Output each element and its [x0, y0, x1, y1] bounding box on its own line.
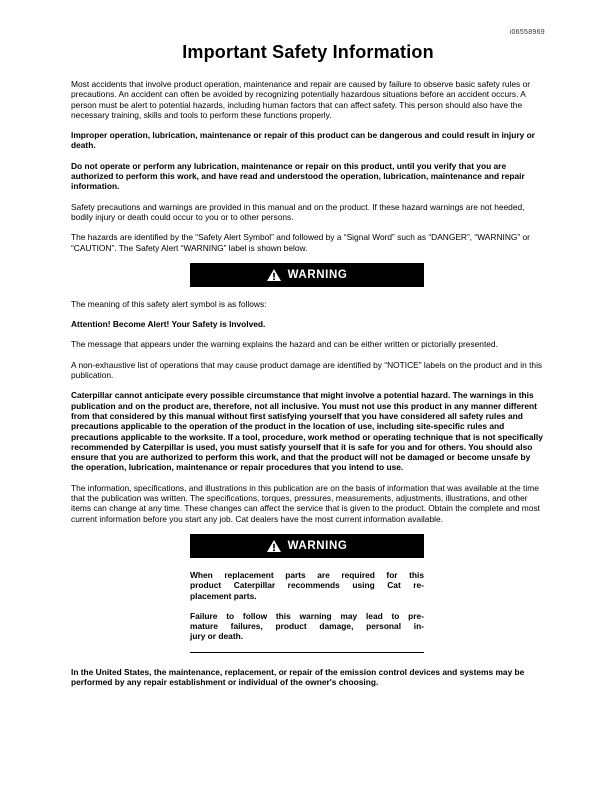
paragraph-information-specs: The information, specifications, and illustrations in this publication are on the basis of information that was available at the time that the publication was written. The specifications, torques, pressures, measurements, adjustments, illustrations, and other items can change at any time. These changes can affect the service that is given to the product. Obtain the complete and most current information before you start any job. Cat dealers have the most current information available.: [71, 482, 540, 524]
warning-label-text: WARNING: [287, 268, 348, 281]
warning-note-line: mature failures, product damage, personal in-: [190, 621, 424, 632]
warning-note-line: jury or death.: [190, 631, 244, 642]
warning-note-paragraph: [190, 611, 424, 642]
warning-label-box: [190, 534, 424, 558]
warning-note-line: When replacement parts are required for this: [190, 569, 424, 580]
paragraph-safety-precautions: Safety precautions and warnings are provided in this manual and on the product. If these hazard warnings are not heeded, bodily injury or death could occur to you or to other persons.: [71, 201, 525, 222]
paragraph-united-states: In the United States, the maintenance, replacement, or repair of the emission control devices and systems may be performed by any repair establishment or individual of the owner's choosing.: [71, 666, 525, 687]
warning-note: [190, 570, 424, 642]
safety-alert-icon: [267, 269, 281, 281]
paragraph-message: The message that appears under the warning explains the hazard and can be either written or pictorially presented.: [71, 339, 498, 350]
warning-note-line: placement parts.: [190, 590, 257, 601]
paragraph-notice-labels: A non-exhaustive list of operations that may cause product damage are identified by “NOTICE” labels on the product and in this publication.: [71, 359, 543, 381]
warning-note-paragraph: [190, 570, 424, 601]
warning-note-line: product Caterpillar recommends using Cat re-: [190, 580, 424, 591]
page-title: Important Safety Information: [182, 42, 434, 62]
warning-label-box: [190, 263, 424, 287]
warning-note-line: Failure to follow this warning may lead to pre-: [190, 610, 424, 621]
doc-code: i06558969: [509, 29, 545, 36]
paragraph-attention: Attention! Become Alert! Your Safety is Involved.: [71, 319, 266, 330]
safety-alert-icon: [267, 540, 281, 552]
paragraph-do-not-operate: Do not operate or perform any lubrication, maintenance or repair on this product, until you verify that you are authorized to perform this work, and have read and understood the operation, lubrication, maintenance and repair information.: [71, 160, 525, 192]
paragraph-hazards-identified: The hazards are identified by the “Safety Alert Symbol” and followed by a “Signal Word” such as “DANGER”, “WARNING” or “CAUTION”. The Safety Alert “WARNING” label is shown below.: [71, 232, 530, 253]
note-divider: [190, 652, 424, 653]
paragraph-improper-operation: Improper operation, lubrication, maintenance or repair of this product can be dangerous and could result in injury or death.: [71, 130, 535, 151]
paragraph-most-accidents: Most accidents that involve product operation, maintenance and repair are caused by failure to observe basic safety rules or precautions. An accident can often be avoided by recognizing potentially hazardous situations before an accident occurs. A person must be alert to potential hazards, including human factors that can affect safety. This person should also have the necessary training, skills and tools to perform these functions properly.: [71, 79, 531, 120]
paragraph-caterpillar-anticipate: Caterpillar cannot anticipate every possible circumstance that might involve a potential hazard. The warnings in this publication and on the product are, therefore, not all inclusive. You must not use this product in any manner different from that considered by this manual without first satisfying yourself that you have considered all safety rules and precautions applicable to the operation of the product in the location of use, including site-specific rules and precautions applicable to the worksite. If a tool, procedure, work method or operating technique that is not specifically recommended by Caterpillar is used, you must satisfy yourself that it is safe for you and for others. You should also ensure that you are authorized to perform this work, and that the product will not be damaged or become unsafe by the operation, lubrication, maintenance or repair procedures that you intend to use.: [71, 390, 543, 473]
paragraph-symbol-meaning: The meaning of this safety alert symbol is as follows:: [71, 298, 267, 309]
warning-label-text: WARNING: [287, 539, 348, 552]
